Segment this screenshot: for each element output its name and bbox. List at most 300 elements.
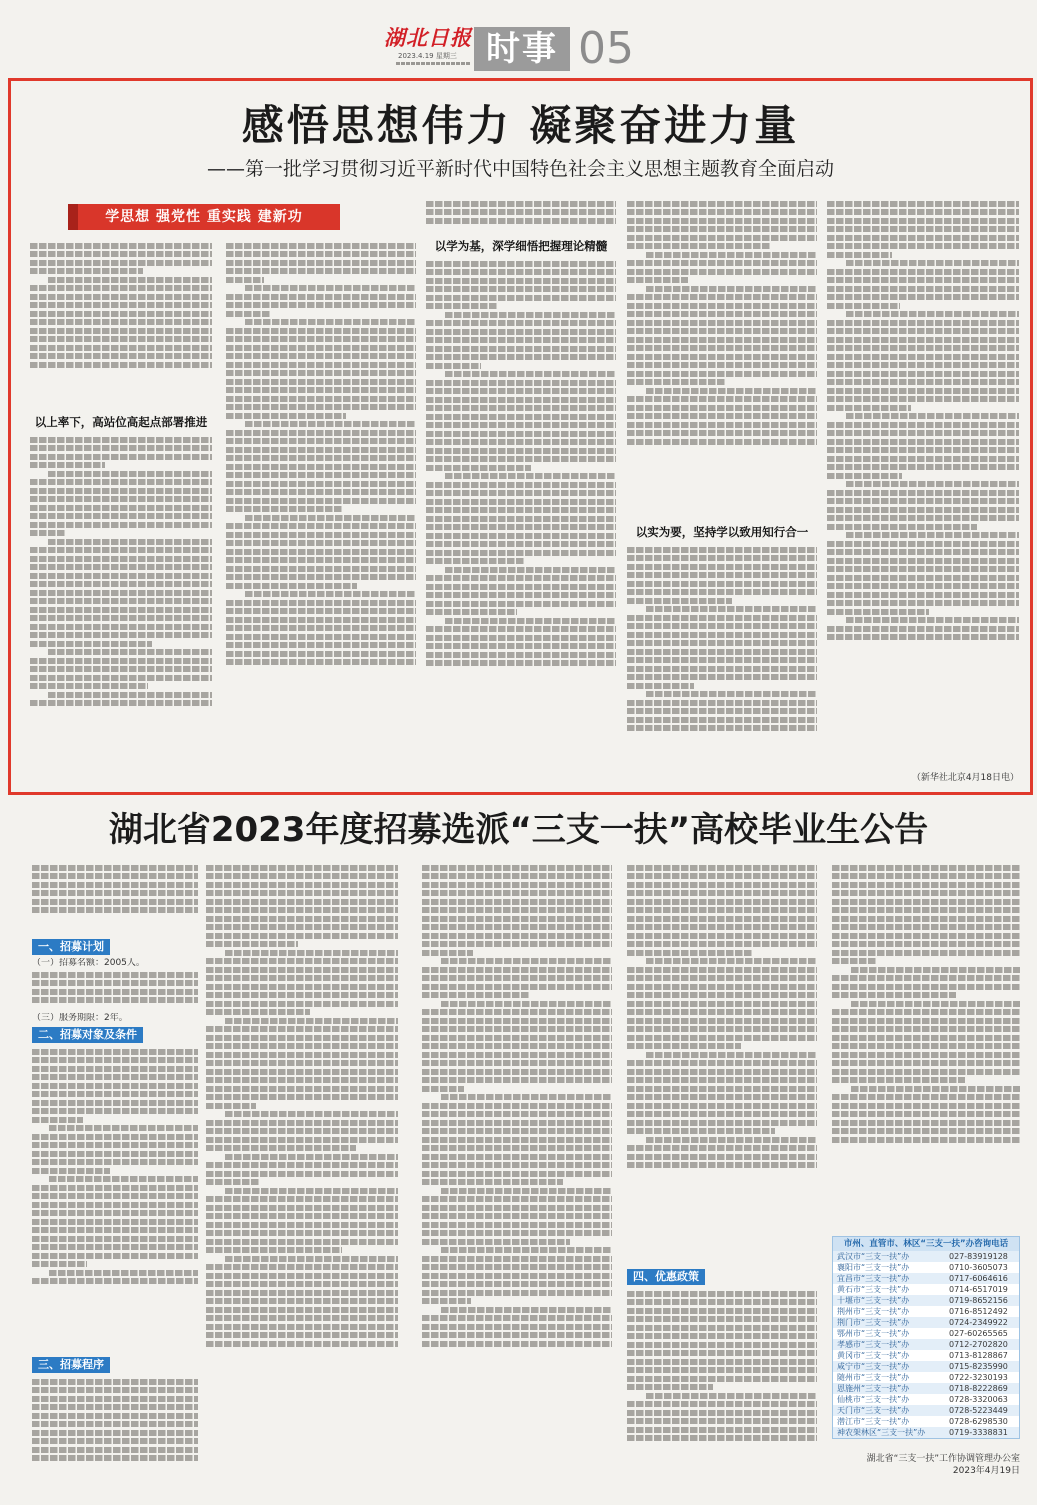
- phone-number: 0710-3605073: [949, 1263, 1008, 1272]
- text-line: [627, 933, 817, 939]
- text-line: [832, 1052, 1020, 1058]
- text-line: [627, 1094, 817, 1100]
- text-line: [48, 649, 212, 655]
- text-line: [827, 345, 1019, 351]
- text-line: [627, 708, 817, 714]
- text-line: [627, 362, 817, 368]
- text-line: [30, 445, 212, 451]
- text-line: [32, 1049, 198, 1055]
- text-line: [48, 692, 212, 698]
- notice-column-3: [422, 862, 612, 1492]
- text-line: [627, 1018, 817, 1024]
- text-line: [627, 1103, 817, 1109]
- text-line: [426, 363, 481, 369]
- text-line: [827, 575, 1019, 581]
- text-line: [832, 1128, 1020, 1134]
- text-line: [226, 523, 416, 529]
- text-line: [827, 405, 911, 411]
- text-line: [832, 1111, 1020, 1117]
- text-line: [32, 1244, 198, 1250]
- phone-number: 0724-2349922: [949, 1318, 1008, 1327]
- office-name: 随州市“三支一扶”办: [837, 1373, 910, 1382]
- text-line: [206, 1222, 398, 1228]
- contact-table-row: [833, 1339, 1019, 1350]
- text-line: [30, 353, 212, 359]
- text-line: [827, 269, 1019, 275]
- text-line: [30, 522, 212, 528]
- text-line: [827, 634, 1019, 640]
- text-line: [426, 482, 616, 488]
- text-line: [245, 591, 416, 597]
- text-line: [627, 1316, 817, 1322]
- text-line: [30, 336, 212, 342]
- text-line: [32, 1100, 198, 1106]
- text-line: [206, 1069, 398, 1075]
- text-line: [422, 907, 612, 913]
- text-line: [627, 657, 817, 663]
- text-line: [627, 674, 817, 680]
- text-line: [226, 430, 416, 436]
- text-line: [206, 1009, 310, 1015]
- text-line: [832, 1077, 965, 1083]
- text-block: [627, 1288, 817, 1492]
- text-line: [441, 958, 612, 964]
- text-line: [627, 1162, 817, 1168]
- text-line: [827, 498, 1019, 504]
- text-line: [827, 252, 892, 258]
- text-line: [827, 473, 902, 479]
- text-line: [832, 1137, 1020, 1143]
- text-line: [832, 933, 1020, 939]
- text-line: [32, 1236, 198, 1242]
- contact-table: [832, 1236, 1020, 1439]
- text-line: [827, 541, 1019, 547]
- text-line: [426, 431, 616, 437]
- text-line: [30, 505, 212, 511]
- text-line: [30, 530, 66, 536]
- text-line: [827, 235, 1019, 241]
- office-name: 潜江市“三支一扶”办: [837, 1417, 910, 1426]
- contact-table-row: [833, 1306, 1019, 1317]
- text-line: [627, 1086, 817, 1092]
- text-line: [646, 691, 817, 697]
- text-line: [422, 1205, 612, 1211]
- text-block: [827, 198, 1019, 770]
- text-line: [846, 311, 1019, 317]
- text-line: [206, 1052, 398, 1058]
- text-line: [832, 1026, 1020, 1032]
- text-line: [832, 941, 1020, 947]
- text-block: [426, 258, 616, 790]
- text-line: [32, 1134, 198, 1140]
- slogan-banner: 学思想 强党性 重实践 建新功: [68, 204, 340, 230]
- text-line: [225, 1154, 398, 1160]
- text-line: [851, 1086, 1020, 1092]
- text-line: [226, 566, 416, 572]
- text-line: [30, 683, 148, 689]
- text-line: [627, 916, 817, 922]
- text-line: [226, 532, 416, 538]
- text-line: [426, 201, 616, 207]
- text-line: [206, 1230, 398, 1236]
- text-line: [832, 924, 1020, 930]
- text-line: [32, 1193, 198, 1199]
- text-line: [426, 329, 616, 335]
- phone-number: 0719-8652156: [949, 1296, 1008, 1305]
- text-line: [426, 405, 616, 411]
- text-line: [851, 1001, 1020, 1007]
- text-line: [422, 1137, 612, 1143]
- contact-table-row: [833, 1372, 1019, 1383]
- text-line: [827, 430, 1019, 436]
- text-line: [426, 550, 616, 556]
- text-line: [226, 659, 416, 665]
- text-line: [30, 328, 212, 334]
- text-line: [32, 972, 198, 978]
- text-line: [30, 243, 212, 249]
- text-line: [30, 598, 212, 604]
- text-line: [426, 609, 517, 615]
- text-line: [206, 1060, 398, 1066]
- text-line: [206, 882, 398, 888]
- text-line: [426, 414, 616, 420]
- text-line: [426, 499, 616, 505]
- text-line: [226, 472, 416, 478]
- text-line: [226, 498, 416, 504]
- text-line: [832, 975, 1020, 981]
- text-line: [426, 558, 525, 564]
- text-line: [206, 1264, 398, 1270]
- text-line: [422, 967, 612, 973]
- text-line: [30, 615, 212, 621]
- text-line: [426, 380, 616, 386]
- text-line: [206, 1120, 398, 1126]
- section-heading: 以实为要，坚持学以致用知行合一: [635, 525, 809, 539]
- text-line: [827, 362, 1019, 368]
- text-line: [827, 439, 1019, 445]
- text-line: [445, 312, 616, 318]
- text-line: [226, 464, 416, 470]
- text-line: [48, 539, 212, 545]
- text-line: [226, 583, 357, 589]
- text-line: [627, 320, 817, 326]
- text-line: [846, 413, 1019, 419]
- text-line: [225, 1111, 398, 1117]
- text-line: [627, 1035, 817, 1041]
- text-line: [627, 984, 817, 990]
- text-line: [827, 337, 1019, 343]
- text-line: [827, 464, 1019, 470]
- phone-number: 0712-2702820: [949, 1340, 1008, 1349]
- text-line: [627, 1069, 817, 1075]
- text-line: [426, 584, 616, 590]
- text-line: [206, 1196, 398, 1202]
- text-line: [226, 328, 416, 334]
- text-line: [827, 303, 900, 309]
- text-line: [32, 1421, 198, 1427]
- contact-table-body: [833, 1251, 1019, 1438]
- text-line: [32, 1253, 198, 1259]
- text-line: [422, 1213, 612, 1219]
- notice-issuer: 湖北省“三支一扶”工作协调管理办公室: [866, 1454, 1020, 1464]
- text-line: [206, 1205, 398, 1211]
- text-line: [206, 967, 398, 973]
- text-line: [627, 1077, 817, 1083]
- text-line: [441, 1094, 612, 1100]
- text-line: [422, 1273, 612, 1279]
- text-line: [32, 1074, 198, 1080]
- text-line: [226, 345, 416, 351]
- text-line: [827, 524, 977, 530]
- text-line: [627, 992, 817, 998]
- text-line: [627, 1001, 817, 1007]
- text-line: [422, 1162, 612, 1168]
- lead-column-5: [827, 198, 1019, 790]
- text-line: [226, 362, 416, 368]
- text-line: [627, 396, 817, 402]
- text-line: [49, 1270, 198, 1276]
- text-line: [422, 1332, 612, 1338]
- text-line: [30, 488, 212, 494]
- text-line: [32, 1278, 198, 1284]
- phone-number: 0728-6298530: [949, 1417, 1008, 1426]
- text-line: [627, 623, 817, 629]
- term-item: （三）服务期限：2年。: [32, 1013, 128, 1023]
- text-line: [422, 1290, 612, 1296]
- text-line: [32, 899, 198, 905]
- text-line: [832, 958, 877, 964]
- text-line: [627, 311, 817, 317]
- text-line: [445, 567, 616, 573]
- office-name: 恩施州“三支一扶”办: [837, 1384, 910, 1393]
- text-line: [32, 1227, 198, 1233]
- notice-column-2: [206, 862, 398, 1492]
- contact-table-row: [833, 1317, 1019, 1328]
- text-line: [30, 294, 212, 300]
- text-line: [646, 286, 817, 292]
- text-line: [32, 980, 198, 986]
- phone-number: 0719-3338831: [949, 1428, 1008, 1437]
- text-line: [627, 294, 817, 300]
- text-line: [426, 261, 616, 267]
- text-line: [422, 975, 612, 981]
- text-line: [422, 950, 473, 956]
- text-line: [206, 1094, 398, 1100]
- text-line: [827, 320, 1019, 326]
- text-line: [226, 642, 416, 648]
- text-line: [32, 890, 198, 896]
- section-name: 时事: [474, 27, 570, 71]
- text-line: [30, 556, 212, 562]
- text-line: [422, 1009, 612, 1015]
- text-line: [832, 1035, 1020, 1041]
- text-block: [32, 862, 198, 936]
- text-line: [426, 278, 616, 284]
- text-line: [206, 1307, 398, 1313]
- text-line: [32, 1387, 198, 1393]
- text-line: [422, 1230, 612, 1236]
- text-line: [226, 600, 416, 606]
- text-line: [827, 515, 1019, 521]
- text-line: [627, 1435, 817, 1441]
- notice-title: 湖北省2023年度招募选派“三支一扶”高校毕业生公告: [108, 810, 929, 850]
- text-line: [30, 251, 212, 257]
- contact-table-row: [833, 1328, 1019, 1339]
- office-name: 孝感市“三支一扶”办: [837, 1340, 910, 1349]
- text-block: [206, 862, 398, 1492]
- text-line: [426, 422, 616, 428]
- text-line: [627, 581, 817, 587]
- text-line: [422, 1239, 570, 1245]
- text-line: [627, 201, 817, 207]
- text-line: [627, 632, 817, 638]
- text-line: [226, 651, 416, 657]
- text-line: [30, 285, 212, 291]
- text-line: [422, 1145, 612, 1151]
- text-line: [225, 1256, 398, 1262]
- text-line: [30, 362, 212, 368]
- text-line: [627, 700, 817, 706]
- text-line: [206, 907, 398, 913]
- text-line: [206, 1332, 398, 1338]
- text-line: [627, 725, 817, 731]
- text-line: [206, 975, 398, 981]
- text-line: [627, 615, 817, 621]
- text-line: [426, 448, 616, 454]
- text-block: [226, 240, 416, 790]
- text-line: [627, 218, 817, 224]
- text-line: [422, 1154, 612, 1160]
- contact-table-row: [833, 1295, 1019, 1306]
- text-line: [422, 924, 612, 930]
- text-line: [627, 243, 771, 249]
- text-block: [30, 434, 212, 790]
- text-line: [627, 649, 817, 655]
- text-line: [445, 473, 616, 479]
- text-line: [426, 439, 616, 445]
- office-name: 神农架林区“三支一扶”办: [837, 1428, 926, 1437]
- text-line: [206, 890, 398, 896]
- text-line: [206, 992, 398, 998]
- text-line: [627, 1154, 817, 1160]
- text-line: [206, 941, 298, 947]
- text-line: [832, 1120, 1020, 1126]
- text-line: [827, 600, 1019, 606]
- notice-column-1: [32, 862, 198, 1492]
- text-line: [832, 1103, 1020, 1109]
- text-line: [226, 243, 416, 249]
- lead-article-title: 感悟思想伟力 凝聚奋进力量: [241, 101, 800, 150]
- text-line: [832, 1043, 1020, 1049]
- text-line: [627, 907, 817, 913]
- text-line: [422, 1179, 563, 1185]
- text-line: [426, 626, 616, 632]
- text-line: [422, 941, 612, 947]
- text-line: [827, 558, 1019, 564]
- text-line: [32, 1168, 110, 1174]
- section-box-eligibility: 二、招募对象及条件: [32, 1027, 143, 1043]
- text-block: [422, 862, 612, 1492]
- text-line: [426, 337, 616, 343]
- text-line: [627, 666, 817, 672]
- notice-date: 2023年4月19日: [952, 1466, 1020, 1476]
- text-line: [206, 1077, 398, 1083]
- text-line: [827, 354, 1019, 360]
- text-line: [426, 516, 616, 522]
- text-line: [422, 1315, 612, 1321]
- text-line: [832, 890, 1020, 896]
- text-line: [422, 1077, 612, 1083]
- phone-number: 0718-8222869: [949, 1384, 1008, 1393]
- text-line: [832, 865, 1020, 871]
- text-line: [30, 302, 212, 308]
- text-block: [32, 1376, 198, 1492]
- text-line: [206, 1145, 356, 1151]
- text-line: [206, 899, 398, 905]
- text-line: [32, 1396, 198, 1402]
- text-line: [827, 294, 1019, 300]
- text-line: [827, 566, 1019, 572]
- text-line: [226, 617, 416, 623]
- text-line: [226, 251, 416, 257]
- text-line: [426, 346, 616, 352]
- text-line: [627, 1308, 817, 1314]
- text-line: [226, 336, 416, 342]
- text-line: [627, 354, 817, 360]
- text-line: [32, 1379, 198, 1385]
- text-line: [206, 1213, 398, 1219]
- text-line: [206, 873, 398, 879]
- contact-table-row: [833, 1361, 1019, 1372]
- text-line: [426, 354, 616, 360]
- text-line: [206, 1162, 398, 1168]
- text-line: [627, 269, 817, 275]
- text-line: [422, 1341, 612, 1347]
- text-line: [422, 1111, 612, 1117]
- text-line: [627, 572, 817, 578]
- text-line: [827, 201, 1019, 207]
- lead-column-2: [226, 240, 416, 790]
- text-line: [627, 1043, 741, 1049]
- text-line: [827, 396, 1019, 402]
- text-line: [206, 916, 398, 922]
- text-line: [627, 1009, 817, 1015]
- text-line: [827, 371, 1019, 377]
- text-line: [206, 1324, 398, 1330]
- text-line: [627, 717, 817, 723]
- phone-number: 0713-8128867: [949, 1351, 1008, 1360]
- text-line: [30, 573, 212, 579]
- text-line: [627, 209, 817, 215]
- text-line: [49, 1176, 198, 1182]
- text-line: [30, 641, 152, 647]
- phone-number: 0714-6517019: [949, 1285, 1008, 1294]
- text-line: [627, 924, 817, 930]
- text-line: [32, 989, 198, 995]
- text-line: [32, 1091, 198, 1097]
- text-line: [426, 209, 616, 215]
- text-line: [832, 1094, 1020, 1100]
- office-name: 荆州市“三支一扶”办: [837, 1307, 910, 1316]
- text-line: [226, 506, 342, 512]
- text-line: [226, 481, 416, 487]
- text-block: [32, 1046, 198, 1354]
- office-name: 武汉市“三支一扶”办: [837, 1252, 910, 1261]
- section-box-plan: 一、招募计划: [32, 939, 110, 955]
- text-line: [426, 575, 616, 581]
- section-heading: 以上率下，高站位高起点部署推进: [34, 415, 208, 429]
- section-heading: 以学为基，深学细悟把握理论精髓: [434, 239, 608, 253]
